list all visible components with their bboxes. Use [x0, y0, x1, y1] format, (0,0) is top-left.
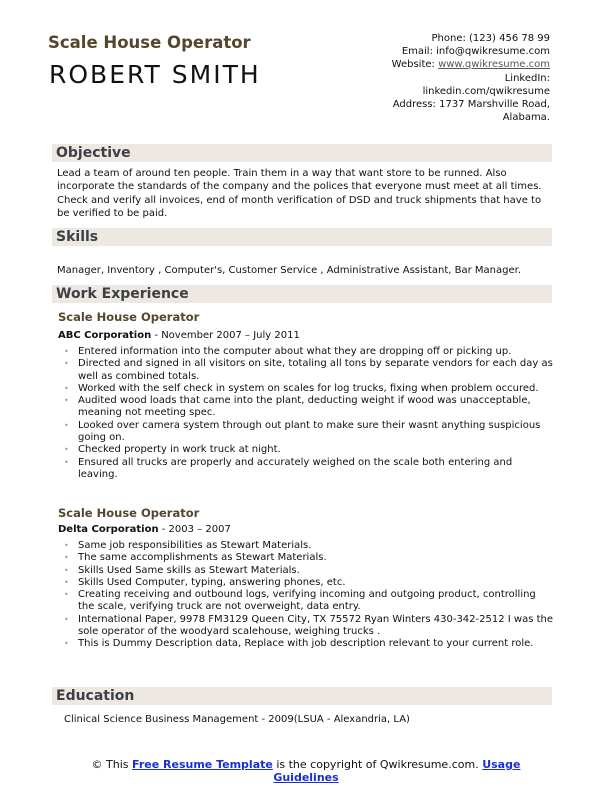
objective-text: Lead a team of around ten people. Train them in a way that want store to be runned. Also incorporate the standards of the company and the polices that everyone must meet at all times. Check and verify all invoices, end of month verification of DSD and truck shipments that have to be verified to be paid. — [57, 168, 542, 219]
list-item: • Ensured all trucks are properly and accurately weighed on the scale both entering and leaving. — [64, 457, 554, 482]
education-text: Clinical Science Business Management - 2009(LSUA - Alexandria, LA) — [64, 714, 410, 725]
usage-guidelines-link[interactable]: Usage Guidelines — [273, 758, 521, 784]
list-item: • Looked over camera system through out plant to make sure their wasnt anything suspicious going on. — [64, 420, 554, 445]
job-company-line — [58, 524, 231, 535]
candidate-name: ROBERT SMITH — [49, 60, 261, 89]
free-resume-template-link[interactable]: Free Resume Template — [132, 758, 273, 771]
list-item: • Audited wood loads that came into the plant, deducting weight if wood was unacceptable, meaning not meeting spec. — [64, 395, 554, 420]
list-item: • Entered information into the computer about what they are dropping off or picking up. — [64, 346, 554, 358]
website-link[interactable]: www.qwikresume.com — [438, 59, 550, 71]
footer-prefix: © This — [91, 758, 133, 771]
website-label: Website: — [391, 59, 439, 71]
contact-block — [350, 32, 550, 124]
list-item: • The same accomplishments as Stewart Materials. — [64, 552, 554, 564]
job-bullets — [64, 540, 554, 651]
website — [350, 58, 550, 71]
list-item: • Checked property in work truck at night. — [64, 444, 554, 456]
footer-copyright — [60, 758, 552, 784]
skills-heading: Skills — [52, 228, 552, 246]
linkedin-label: LinkedIn: — [504, 72, 550, 84]
phone: Phone: (123) 456 78 99 — [431, 33, 550, 44]
job-dates: - November 2007 – July 2011 — [151, 330, 300, 341]
list-item: • Creating receiving and outbound logs, verifying incoming and outgoing product, controlling the scale, verifying truck are not overweight, data entry. — [64, 589, 554, 614]
email: Email: info@qwikresume.com — [401, 46, 550, 58]
linkedin: linkedin.com/qwikresume — [422, 85, 550, 97]
job-title: Scale House Operator — [58, 506, 200, 520]
list-item: • Same job responsibilities as Stewart Materials. — [64, 540, 554, 552]
address-line-2: Alabama. — [502, 112, 550, 124]
job-company-line — [58, 330, 300, 341]
work-experience-heading: Work Experience — [52, 285, 552, 303]
list-item: • Worked with the self check in system on scales for log trucks, fixing when problem occured. — [64, 383, 554, 395]
objective-heading: Objective — [52, 144, 552, 162]
address-line-1: Address: 1737 Marshville Road, — [392, 99, 550, 111]
list-item: • Skills Used Same skills as Stewart Materials. — [64, 565, 554, 577]
company-name: Delta Corporation — [58, 524, 159, 535]
footer-middle: is the copyright of Qwikresume.com. — [272, 758, 483, 771]
job-title: Scale House Operator — [58, 310, 200, 324]
list-item: • This is Dummy Description data, Replace with job description relevant to your current role. — [64, 638, 554, 650]
skills-text: Manager, Inventory , Computer's, Customer Service , Administrative Assistant, Bar Manager. — [57, 265, 522, 276]
job-bullets — [64, 346, 554, 481]
job-dates: - 2003 – 2007 — [158, 524, 231, 535]
list-item: • International Paper, 9978 FM3129 Queen City, TX 75572 Ryan Winters 430-342-2512 I was the sole operator of the woodyard scalehouse, weighing trucks . — [64, 614, 554, 639]
company-name: ABC Corporation — [58, 330, 152, 341]
education-heading: Education — [52, 687, 552, 705]
resume-job-title: Scale House Operator — [48, 33, 251, 52]
list-item: • Directed and signed in all visitors on site, totaling all tons by separate vendors for each day as well as combined totals. — [64, 358, 554, 383]
list-item: • Skills Used Computer, typing, answering phones, etc. — [64, 577, 554, 589]
